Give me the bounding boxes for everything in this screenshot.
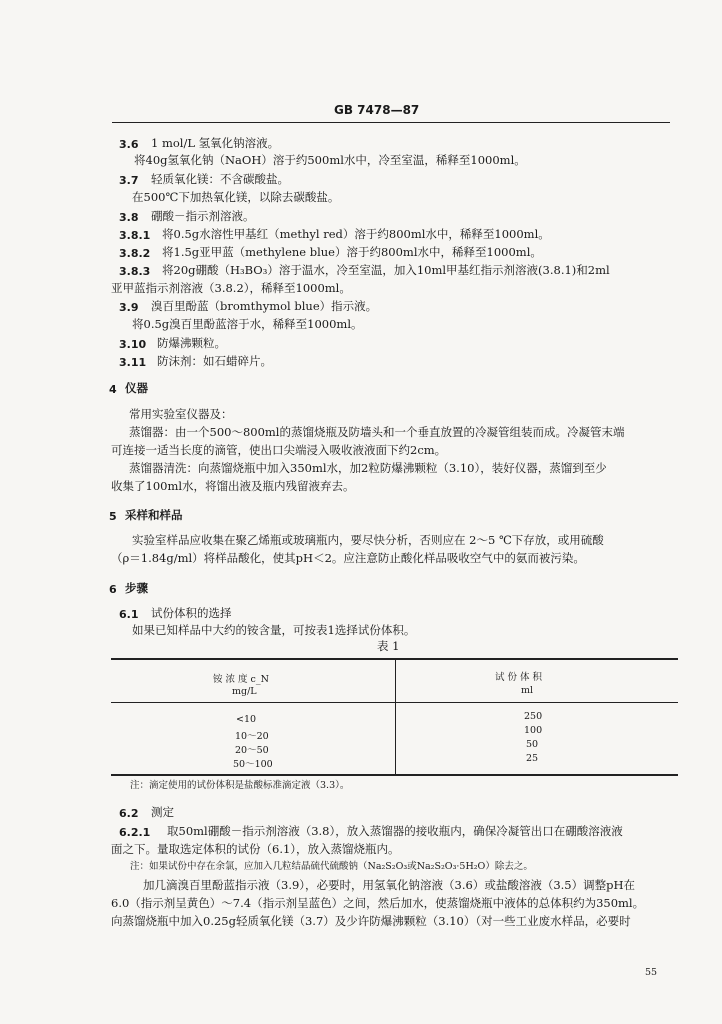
item-num-3-7: 3.7 [119,174,139,187]
section-4-line-4: 蒸馏器清洗：向蒸馏烧瓶中加入350ml水，加2粒防爆沸颗粒（3.10），装好仪器，蒸馏到至少 [129,461,607,475]
table-caption: 表 1 [377,639,400,653]
table-row: 50～100 [233,759,273,770]
table-col1-header: 铵 浓 度 c_N [213,674,269,685]
table-bottom-rule [111,774,678,776]
table-col2-header: 试 份 体 积 [495,672,543,683]
reagent-3-7-line: 在500℃下加热氧化镁，以除去碳酸盐。 [132,190,340,204]
table-column-divider [395,658,396,774]
section-6-num: 6 [109,583,117,596]
section-4-line-5: 收集了100ml水，将馏出液及瓶内残留液弃去。 [111,479,355,493]
item-num-3-10: 3.10 [119,338,147,351]
section-6-2-1-note: 注：如果试份中存在余氯，应加入几粒结晶硫代硫酸钠（Na₂S₂O₃或Na₂S₂O₃·5H₂O）除去之。 [130,861,533,872]
section-6-2-title: 测定 [151,805,174,819]
reagent-3-8-2: 将1.5g亚甲蓝（methylene blue）溶于约800ml水中，稀释至1000ml。 [162,245,542,259]
section-4-num: 4 [109,383,117,396]
section-6-2-1-para-3: 向蒸馏烧瓶中加入0.25g轻质氧化镁（3.7）及少许防爆沸颗粒（3.10）（对一些工业废水样品，必要时 [111,914,631,928]
reagent-3-7: 轻质氧化镁：不含碳酸盐。 [151,172,289,186]
section-6-title: 步骤 [125,581,148,595]
table-row: 10～20 [235,731,269,742]
section-6-1-num: 6.1 [119,608,139,621]
section-5-line-2: （ρ＝1.84g/ml）将样品酸化，使其pH＜2。应注意防止酸化样品吸收空气中的氨而被污染。 [111,551,585,565]
reagent-3-8-3: 将20g硼酸（H₃BO₃）溶于温水，冷至室温，加入10ml甲基红指示剂溶液(3.8.1)和2ml [162,263,610,277]
reagent-3-8-1: 将0.5g水溶性甲基红（methyl red）溶于约800ml水中，稀释至1000ml。 [162,227,550,241]
reagent-3-8: 硼酸－指示剂溶液。 [151,209,255,223]
section-6-2-num: 6.2 [119,807,139,820]
reagent-3-8-3-cont: 亚甲蓝指示剂溶液（3.8.2），稀释至1000ml。 [111,281,351,295]
table-row: 250 [524,711,543,722]
reagent-3-9: 溴百里酚蓝（bromthymol blue）指示液。 [151,299,378,313]
item-num-3-8: 3.8 [119,211,139,224]
section-5-line-1: 实验室样品应收集在聚乙烯瓶或玻璃瓶内，要尽快分析，否则应在 2～5 ℃下存放，或用硫酸 [132,533,604,547]
section-6-2-1-para-2: 6.0（指示剂呈黄色）～7.4（指示剂呈蓝色）之间，然后加水，使蒸馏烧瓶中液体的总体积约为350ml。 [111,896,645,910]
standard-code: GB 7478—87 [334,103,420,117]
section-4-line-2: 蒸馏器：由一个500～800ml的蒸馏烧瓶及防墙头和一个垂直放置的冷凝管组装而成。冷凝管末端 [129,425,625,439]
reagent-3-6-line: 将40g氢氧化钠（NaOH）溶于约500ml水中，冷至室温，稀释至1000ml。 [134,153,526,167]
page-number: 55 [645,967,658,978]
section-6-1-title: 试份体积的选择 [151,606,232,620]
section-4-line-1: 常用实验室仪器及： [129,407,233,421]
table-row: 25 [526,753,539,764]
reagent-3-10: 防爆沸颗粒。 [157,336,226,350]
item-num-3-8-1: 3.8.1 [119,229,151,242]
reagent-3-6: 1 mol/L 氢氧化钠溶液。 [151,136,280,150]
table-row: 20～50 [235,745,269,756]
section-4-title: 仪器 [125,381,148,395]
header-rule [112,122,670,123]
section-6-1-line: 如果已知样品中大约的铵含量，可按表1选择试份体积。 [132,623,416,637]
table-row: <10 [236,714,257,725]
section-6-2-1-line-1: 取50ml硼酸－指示剂溶液（3.8），放入蒸馏器的接收瓶内，确保冷凝管出口在硼酸溶液液 [167,824,623,838]
item-num-3-6: 3.6 [119,138,139,151]
table-note: 注：滴定使用的试份体积是盐酸标准滴定液（3.3）。 [130,780,350,791]
table-row: 50 [526,739,539,750]
table-col1-unit: mg/L [232,686,257,697]
section-6-2-1-line-2: 面之下。量取选定体积的试份（6.1），放入蒸馏烧瓶内。 [111,842,400,856]
table-col2-unit: ml [521,685,534,696]
section-5-num: 5 [109,510,117,523]
section-5-title: 采样和样品 [125,508,183,522]
section-4-line-3: 可连接一适当长度的滴管，使出口尖端浸入吸收液液面下约2cm。 [111,443,447,457]
item-num-3-9: 3.9 [119,301,139,314]
table-header-rule [111,702,678,703]
item-num-3-8-2: 3.8.2 [119,247,151,260]
section-6-2-1-para-1: 加几滴溴百里酚蓝指示液（3.9），必要时，用氢氧化钠溶液（3.6）或盐酸溶液（3.5）调整pH在 [143,878,636,892]
reagent-3-9-line: 将0.5g溴百里酚蓝溶于水，稀释至1000ml。 [132,317,363,331]
item-num-3-11: 3.11 [119,356,147,369]
reagent-3-11: 防沫剂：如石蜡碎片。 [157,354,272,368]
item-num-3-8-3: 3.8.3 [119,265,151,278]
table-row: 100 [524,725,543,736]
section-6-2-1-num: 6.2.1 [119,826,151,839]
